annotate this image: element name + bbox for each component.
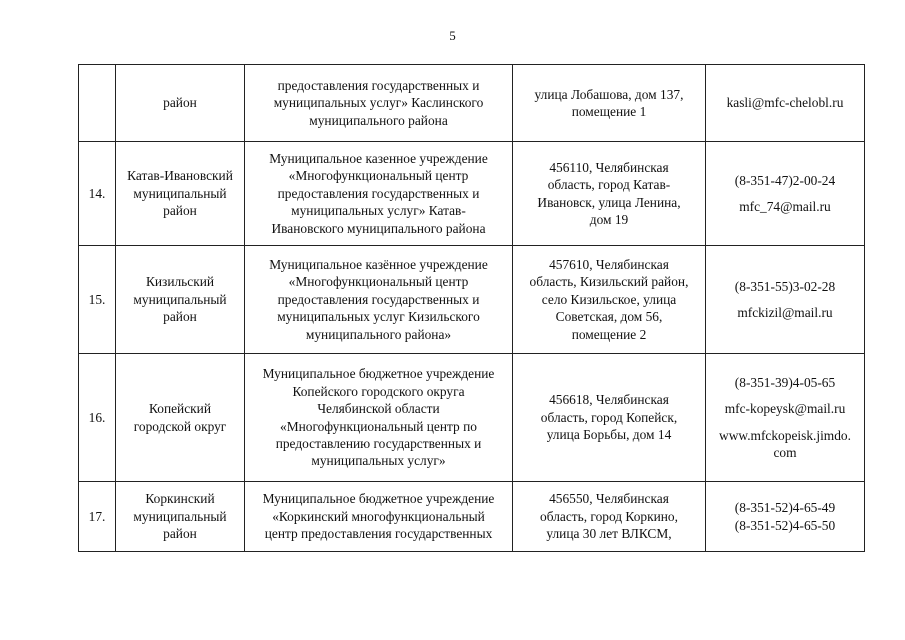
address-cell: 457610, Челябинская область, Кизильский район, село Кизильское, улица Советская, дом 56, помещение 2 — [513, 246, 706, 354]
phone-number: (8-351-52)4-65-50 — [734, 517, 836, 533]
page-number: 5 — [449, 28, 456, 43]
district-cell: Коркинский муниципальный район — [116, 482, 245, 552]
organization-cell: Муниципальное бюджетное учреждение Копейского городского округа Челябинской области «Многофункциональный центр по предоставлению государственных и муниципальных услуг» — [245, 354, 513, 482]
email-link[interactable]: mfc-kopeysk@mail.ru — [724, 401, 846, 417]
table-row — [79, 354, 865, 482]
email-link[interactable]: mfc_74@mail.ru — [739, 199, 831, 214]
table-row — [79, 142, 865, 246]
contacts-cell — [706, 142, 865, 246]
contacts-cell — [706, 482, 865, 552]
organization-cell: Муниципальное казенное учреждение «Многофункциональный центр предоставления государственных и муниципальных услуг» Катав- Ивановского муниципального района — [245, 142, 513, 246]
district-cell: Катав-Ивановский муниципальный район — [116, 142, 245, 246]
address-cell: 456110, Челябинская область, город Катав- Ивановск, улица Ленина, дом 19 — [513, 142, 706, 246]
address-cell: 456618, Челябинская область, город Копейск, улица Борьбы, дом 14 — [513, 354, 706, 482]
row-number — [79, 65, 116, 142]
organization-cell: Муниципальное казённое учреждение «Многофункциональный центр предоставления государственных и муниципальных услуг Кизильского муниципального района» — [245, 246, 513, 354]
address-cell: улица Лобашова, дом 137, помещение 1 — [513, 65, 706, 142]
website-link[interactable]: www.mfckopeisk.jimdo. — [719, 427, 851, 443]
website-link-continuation[interactable]: com — [773, 444, 797, 460]
table-row — [79, 65, 865, 142]
phone-number: (8-351-55)3-02-28 — [734, 278, 836, 294]
contacts-cell — [706, 65, 865, 142]
district-cell: Кизильский муниципальный район — [116, 246, 245, 354]
district-cell: Копейский городской округ — [116, 354, 245, 482]
row-number: 17. — [79, 482, 116, 552]
phone-number: (8-351-39)4-05-65 — [734, 374, 836, 390]
phone-number: (8-351-52)4-65-49 — [734, 500, 836, 516]
address-cell: 456550, Челябинская область, город Коркино, улица 30 лет ВЛКСМ, — [513, 482, 706, 552]
contacts-cell — [706, 354, 865, 482]
table-row — [79, 246, 865, 354]
row-number: 15. — [79, 246, 116, 354]
email-link[interactable]: mfckizil@mail.ru — [737, 305, 833, 320]
contacts-cell — [706, 246, 865, 354]
row-number: 14. — [79, 142, 116, 246]
phone-number: (8-351-47)2-00-24 — [734, 172, 836, 188]
email-link[interactable]: kasli@mfc-chelobl.ru — [726, 95, 844, 111]
organization-cell: Муниципальное бюджетное учреждение «Коркинский многофункциональный центр предоставления государственных — [245, 482, 513, 552]
organization-cell: предоставления государственных и муниципальных услуг» Каслинского муниципального района — [245, 65, 513, 142]
district-cell: район — [116, 65, 245, 142]
table-row — [79, 482, 865, 552]
mfc-table — [78, 64, 865, 552]
row-number: 16. — [79, 354, 116, 482]
